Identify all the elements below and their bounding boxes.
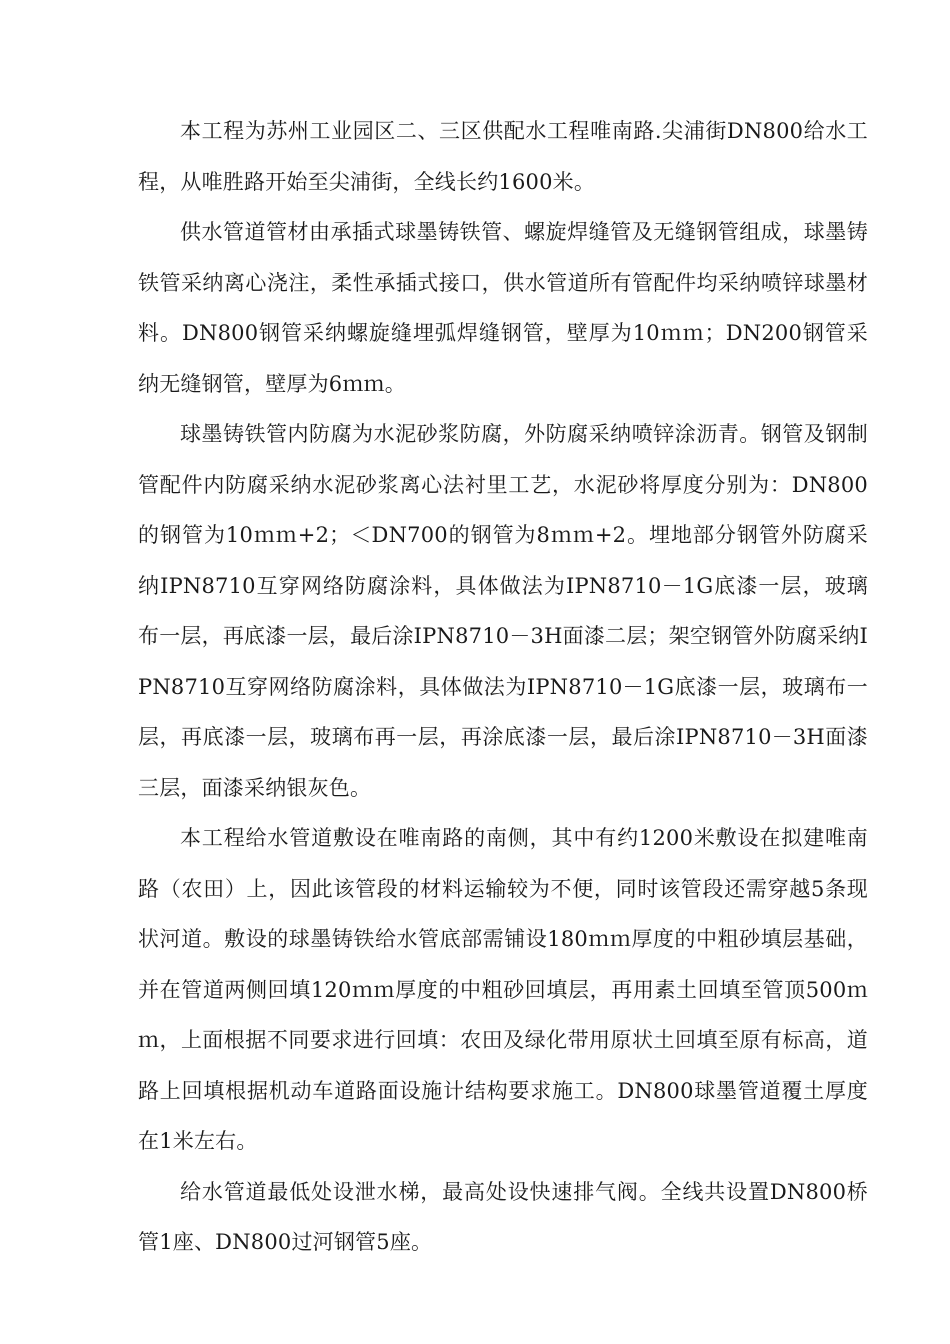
paragraph-valves: 给水管道最低处设泄水梯，最高处设快速排气阀。全线共设置DN800桥管1座、DN800过河钢管5座。: [138, 1179, 868, 1254]
paragraph-project-overview: 本工程为苏州工业园区二、三区供配水工程唯南路.尖浦街DN800给水工程，从唯胜路开始至尖浦街，全线长约1600米。: [138, 119, 868, 194]
paragraph-anticorrosion: 球墨铸铁管内防腐为水泥砂浆防腐，外防腐采纳喷锌涂沥青。钢管及钢制管配件内防腐采纳水泥砂浆离心法衬里工艺，水泥砂将厚度分别为：DN800的钢管为10ｍｍ+2；＜DN700的钢管为8ｍｍ+2。埋地部分钢管外防腐采纳IPN8710互穿网络防腐涂料，具体做法为IPN8710－1G底漆一层，玻璃布一层，再底漆一层，最后涂IPN8710－3H面漆二层；架空钢管外防腐采纳IPN8710互穿网络防腐涂料，具体做法为IPN8710－1G底漆一层，玻璃布一层，再底漆一层，玻璃布再一层，再涂底漆一层，最后涂IPN8710－3H面漆三层，面漆采纳银灰色。: [138, 422, 868, 800]
document-body: [138, 106, 868, 1268]
paragraph-laying: 本工程给水管道敷设在唯南路的南侧，其中有约1200米敷设在拟建唯南路（农田）上，因此该管段的材料运输较为不便，同时该管段还需穿越5条现状河道。敷设的球墨铸铁给水管底部需铺设180ｍｍ厚度的中粗砂填层基础，并在管道两侧回填120ｍｍ厚度的中粗砂回填层，再用素土回填至管顶500ｍｍ，上面根据不同要求进行回填：农田及绿化带用原状土回填至原有标高，道路上回填根据机动车道路面设施计结构要求施工。DN800球墨管道覆土厚度在1米左右。: [138, 826, 868, 1153]
paragraph-pipe-materials: 供水管道管材由承插式球墨铸铁管、螺旋焊缝管及无缝钢管组成，球墨铸铁管采纳离心浇注，柔性承插式接口，供水管道所有管配件均采纳喷锌球墨材料。DN800钢管采纳螺旋缝埋弧焊缝钢管，壁厚为10ｍｍ；DN200钢管采纳无缝钢管，壁厚为6ｍｍ。: [138, 220, 868, 396]
